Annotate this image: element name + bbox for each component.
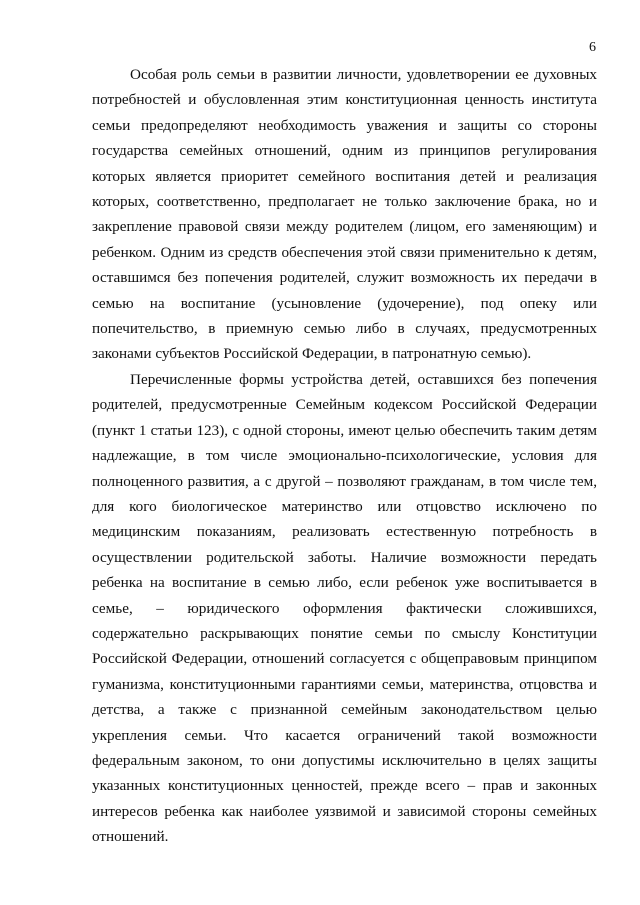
page-number: 6	[589, 40, 596, 55]
paragraph-2: Перечисленные формы устройства детей, оставшихся без попечения родителей, предусмотренные Семейным кодексом Российской Федерации (пункт 1 статьи 123), с одной стороны, имеют целью обеспечить таким детям надлежащие, в том числе эмоционально-психологические, условия для полноценного развития, а с другой – позволяют гражданам, в том числе тем, для кого биологическое материнство или отцовство исключено по медицинским показаниям, реализовать естественную потребность в осуществлении родительской заботы. Наличие возможности передать ребенка на воспитание в семью либо, если ребенок уже воспитывается в семье, – юридического оформления фактически сложившихся, содержательно раскрывающих понятие семьи по смыслу Конституции Российской Федерации, отношений согласуется с общеправовым принципом гуманизма, конституционными гарантиями семьи, материнства, отцовства и детства, а также с признанной семейным законодательством целью укрепления семьи. Что касается ограничений такой возможности федеральным законом, то они допустимы исключительно в целях защиты указанных конституционных ценностей, прежде всего – прав и законных интересов ребенка как наиболее уязвимой и зависимой стороны семейных отношений.	[92, 370, 597, 846]
paragraph-1: Особая роль семьи в развитии личности, удовлетворении ее духовных потребностей и обусловленная этим конституционная ценность института семьи предопределяют необходимость уважения и защиты со стороны государства семейных отношений, одним из принципов регулирования которых является приоритет семейного воспитания детей и реализация которых, соответственно, предполагает не только заключение брака, но и закрепление правовой связи между родителем (лицом, его заменяющим) и ребенком. Одним из средств обеспечения этой связи применительно к детям, оставшимся без попечения родителей, служит возможность их передачи в семью на воспитание (усыновление (удочерение), под опеку или попечительство, в приемную семью либо в случаях, предусмотренных законами субъектов Российской Федерации, в патронатную семью).	[92, 66, 597, 363]
document-body	[92, 62, 597, 850]
